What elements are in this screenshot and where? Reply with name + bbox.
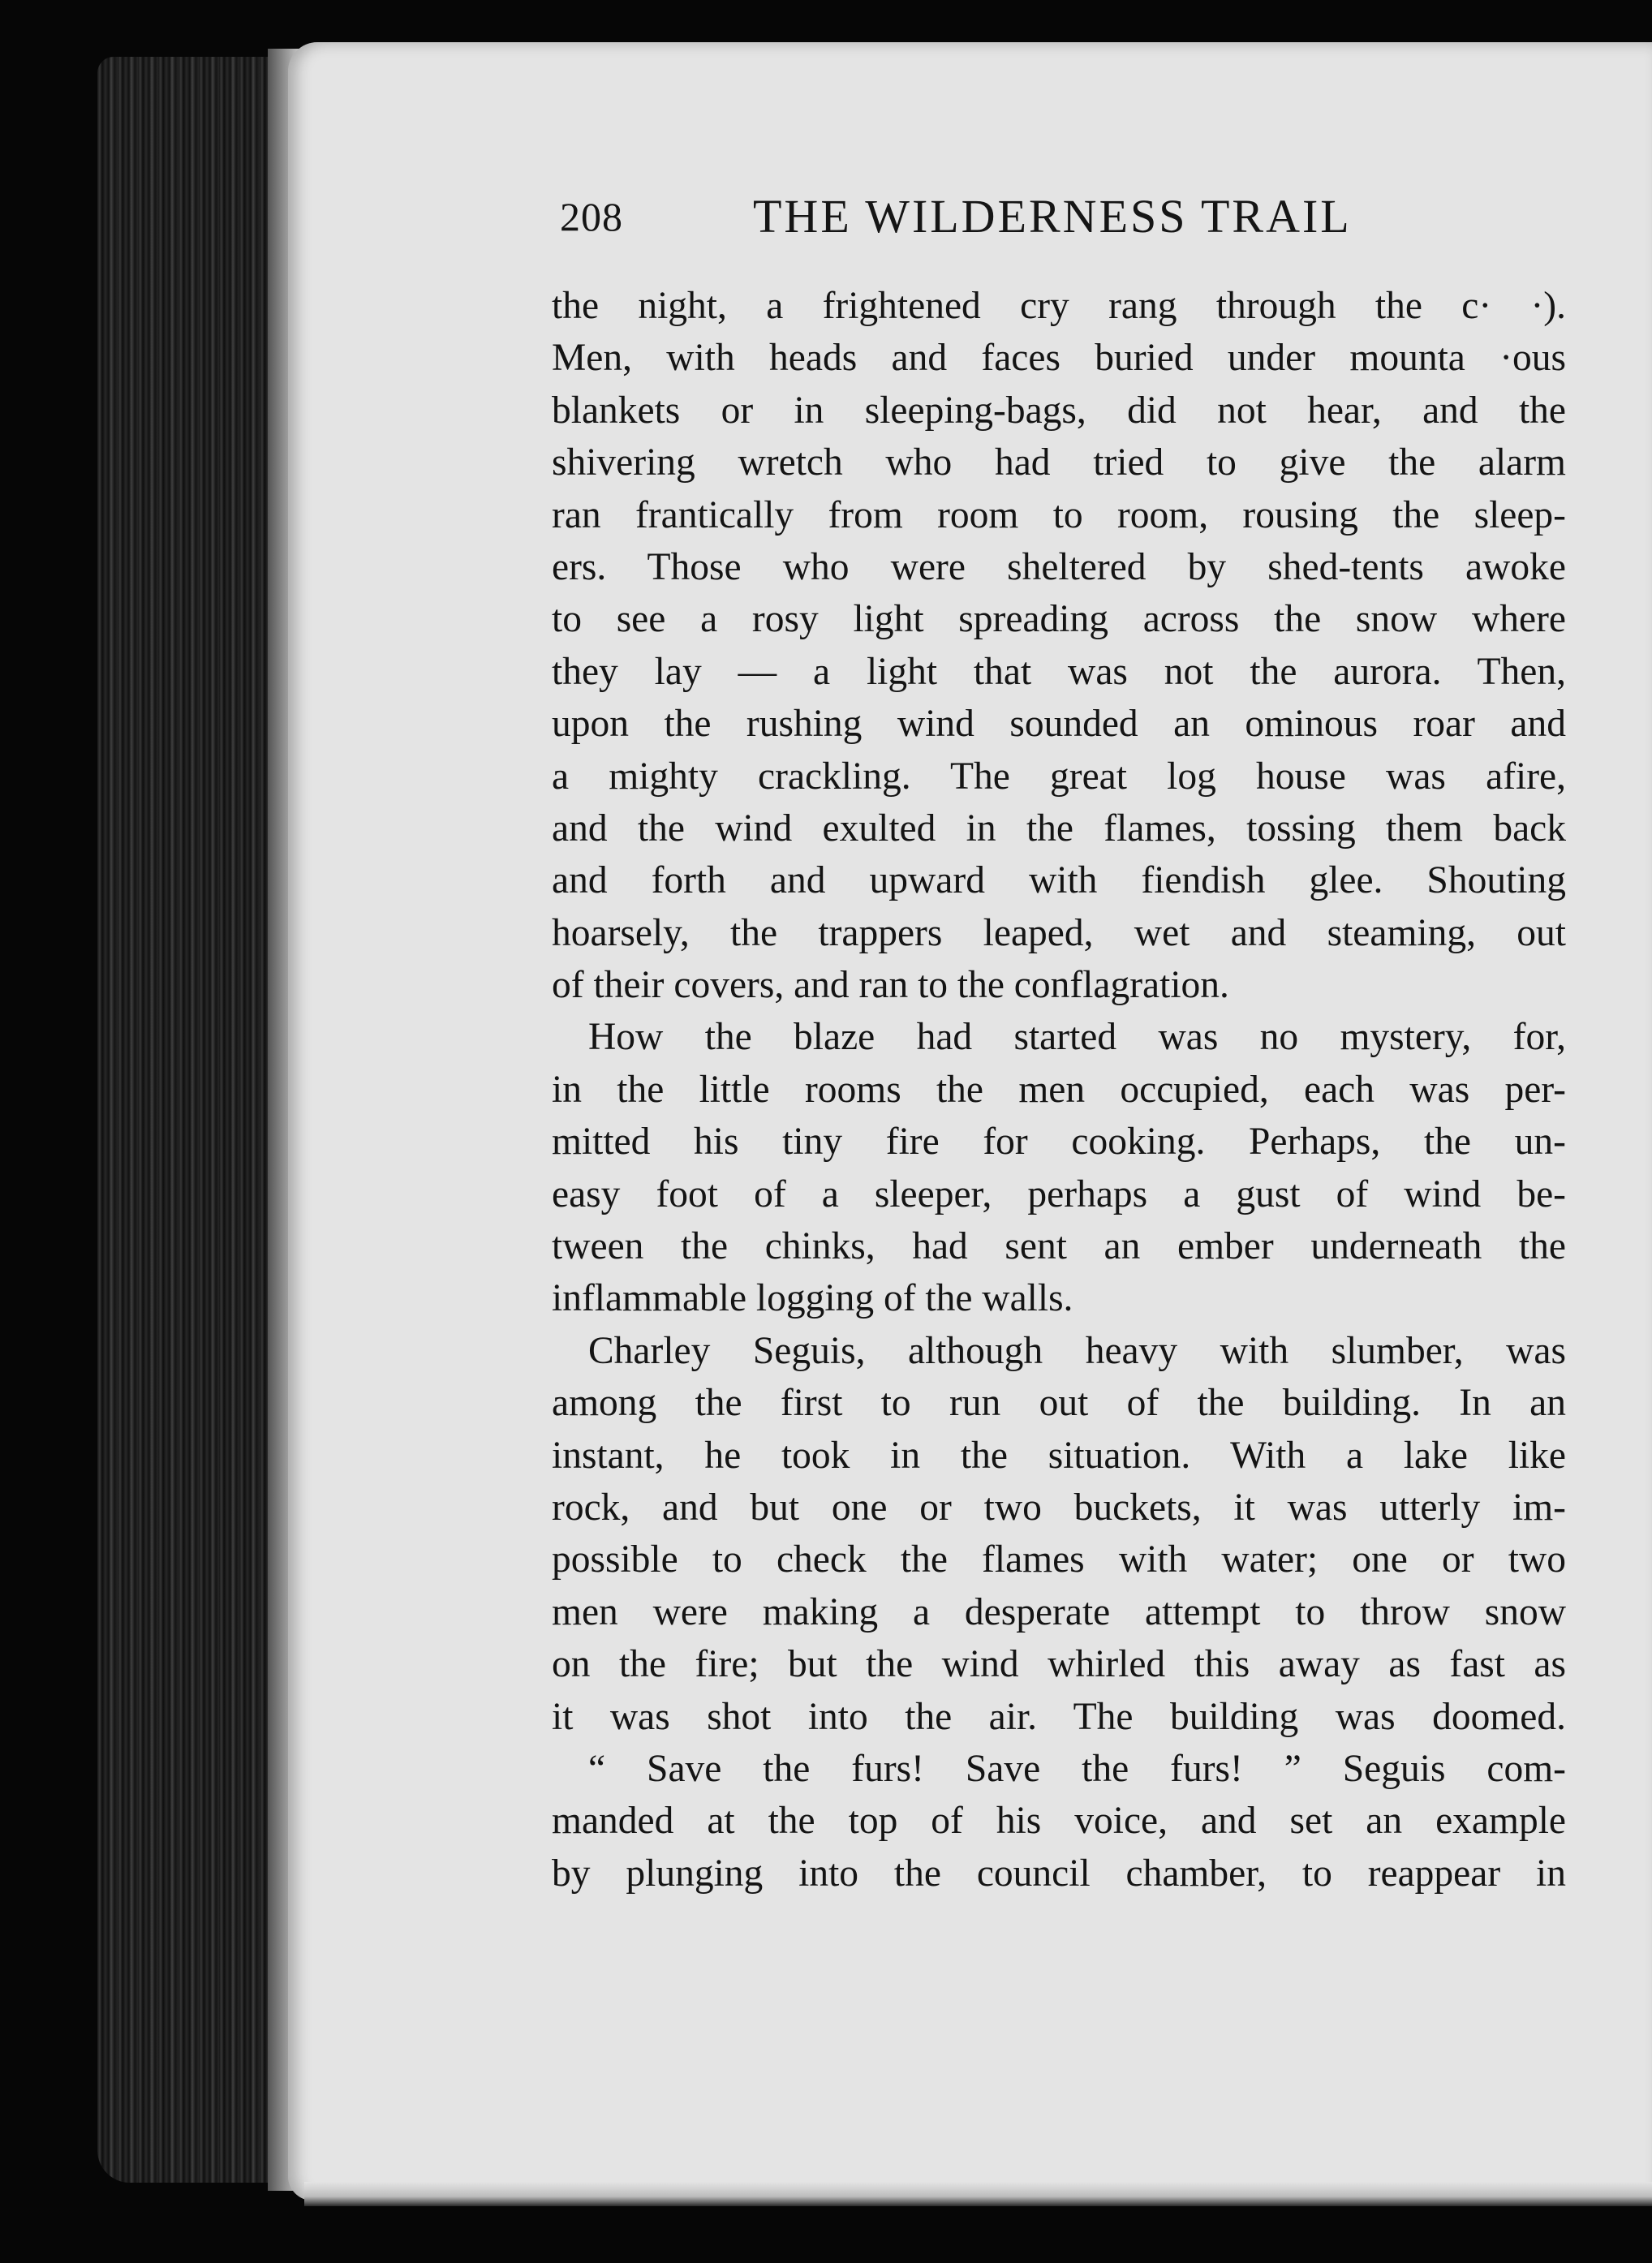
text-line: hoarsely, the trappers leaped, wet and steaming, out — [552, 911, 1566, 954]
text-line: it was shot into the air. The building was doomed. — [552, 1695, 1566, 1738]
text-line: Men, with heads and faces buried under mounta ·ous — [552, 337, 1566, 380]
text-line: the night, a frightened cry rang through the c· ·). — [552, 285, 1566, 327]
running-title: THE WILDERNESS TRAIL — [753, 190, 1352, 243]
text-line: upon the rushing wind sounded an ominous roar and — [552, 703, 1566, 746]
text-line: on the fire; but the wind whirled this away as fast as — [552, 1643, 1566, 1686]
text-line: Charley Seguis, although heavy with slumber, was — [588, 1329, 1566, 1372]
text-line: “ Save the furs! Save the furs! ” Seguis com- — [588, 1747, 1566, 1790]
text-line: among the first to run out of the building. In an — [552, 1382, 1566, 1425]
text-line: possible to check the flames with water; one or two — [552, 1538, 1566, 1581]
text-line: tween the chinks, had sent an ember underneath the — [552, 1225, 1566, 1268]
text-line: blankets or in sleeping-bags, did not hear, and the — [552, 389, 1566, 432]
text-line: ers. Those who were sheltered by shed-tents awoke — [552, 545, 1566, 588]
text-line: in the little rooms the men occupied, each was per- — [552, 1068, 1566, 1111]
text-line: rock, and but one or two buckets, it was utterly im- — [552, 1486, 1566, 1529]
text-line: of their covers, and ran to the conflagration. — [552, 964, 1229, 1007]
body-text — [552, 280, 1566, 1899]
text-line: mitted his tiny fire for cooking. Perhaps, the un- — [552, 1121, 1566, 1164]
text-line: by plunging into the council chamber, to reappear in — [552, 1852, 1566, 1895]
text-line: and the wind exulted in the flames, tossing them back — [552, 807, 1566, 850]
book-page-edges — [97, 57, 292, 2183]
page-header — [560, 188, 1404, 253]
text-line: manded at the top of his voice, and set an example — [552, 1800, 1566, 1843]
text-line: How the blaze had started was no mystery, for, — [588, 1016, 1566, 1059]
text-line: shivering wretch who had tried to give the alarm — [552, 441, 1566, 484]
text-line: a mighty crackling. The great log house was afire, — [552, 755, 1566, 798]
text-line: inflammable logging of the walls. — [552, 1277, 1073, 1320]
text-line: easy foot of a sleeper, perhaps a gust of wind be- — [552, 1172, 1566, 1215]
text-line: to see a rosy light spreading across the snow where — [552, 598, 1566, 641]
text-line: men were making a desperate attempt to throw snow — [552, 1590, 1566, 1633]
text-line: and forth and upward with fiendish glee. Shouting — [552, 859, 1566, 902]
text-line: instant, he took in the situation. With a lake like — [552, 1434, 1566, 1477]
text-line: they lay — a light that was not the aurora. Then, — [552, 650, 1566, 693]
page-number: 208 — [560, 194, 623, 239]
text-line: ran frantically from room to room, rousing the sleep- — [552, 493, 1566, 536]
page-bottom-edge — [304, 2182, 1652, 2206]
